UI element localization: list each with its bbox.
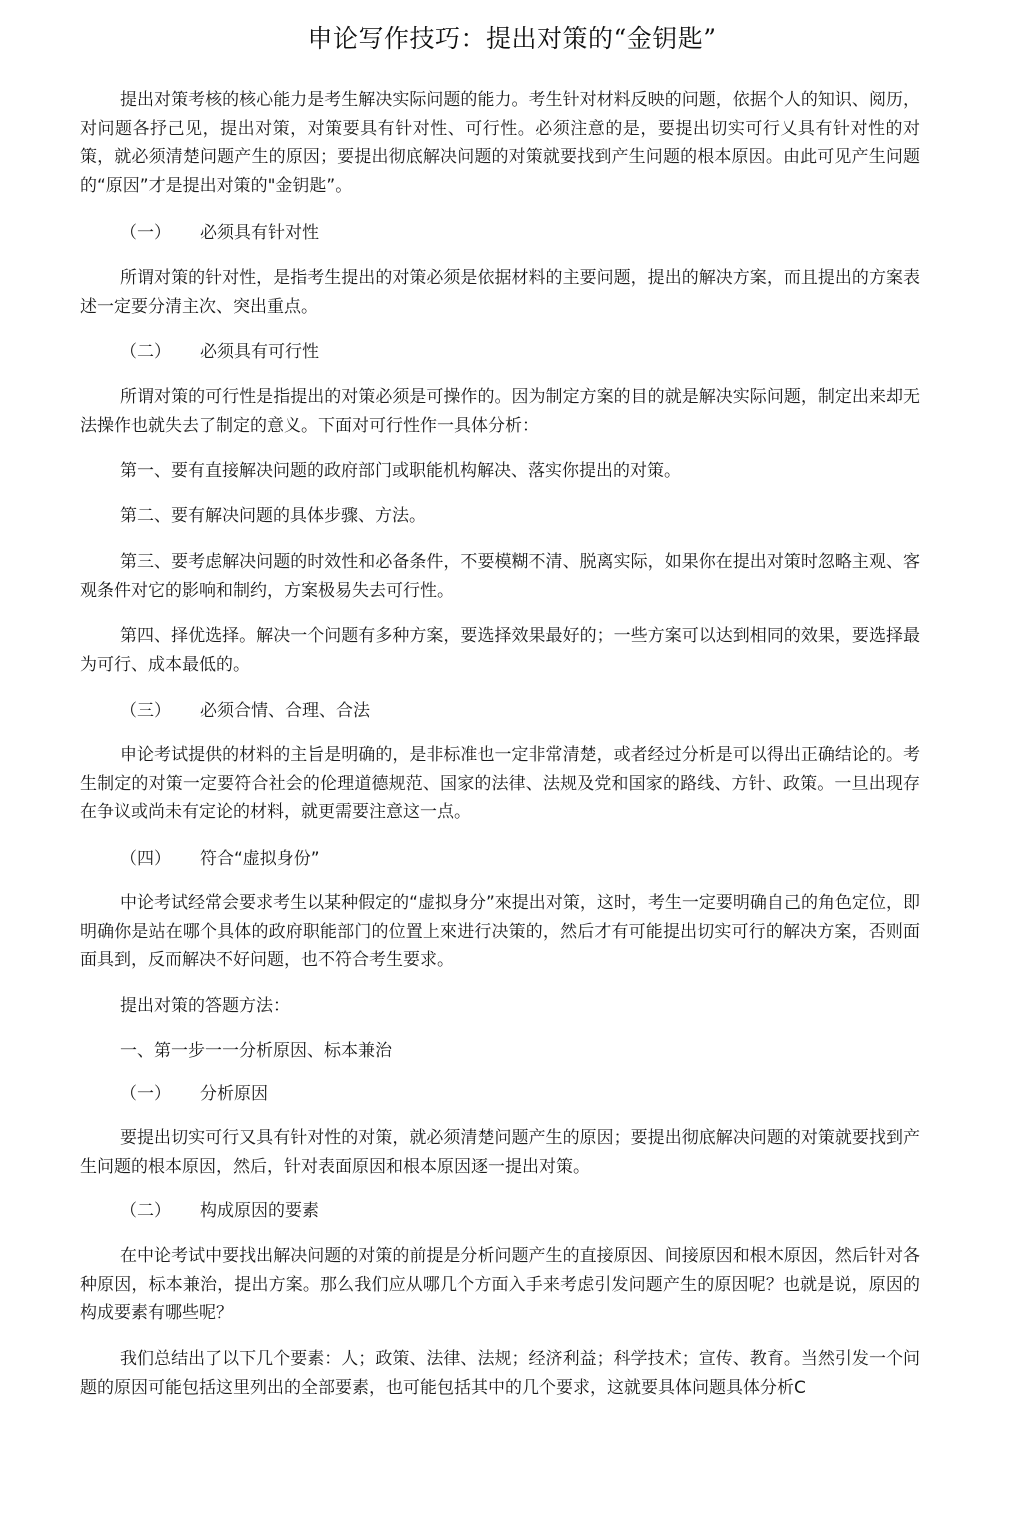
paragraph: 第一、要有直接解决问题的政府部门或职能机构解决、落实你提出的对策。	[120, 461, 681, 481]
section-heading-3	[120, 697, 920, 726]
section-heading-5	[120, 1080, 920, 1109]
paragraph: 要提出切实可行又具有针对性的对策，就必须清楚问题产生的原因；要提出彻底解决问题的对策就要找到产生问题的根本原因，然后，针对表面原因和根本原因逐一提出对策。	[80, 1128, 920, 1177]
section-number: （一）	[120, 223, 171, 243]
section-number: （三）	[120, 701, 171, 721]
paragraph: 提出对策的答题方法：	[120, 996, 290, 1016]
section-number: （二）	[120, 1201, 171, 1221]
section-number: （二）	[120, 342, 171, 362]
paragraph: 第四、择优选择。解决一个问题有多种方案，要选择效果最好的；一些方案可以达到相同的效果，要选择最为可行、成本最低的。	[80, 626, 920, 675]
document-title: 申论写作技巧：提出对策的“金钥匙”	[307, 24, 717, 53]
section-title: 必须合情、合理、合法	[200, 701, 370, 721]
paragraph: 我们总结出了以下几个要素：人；政策、法律、法规；经济利益；科学技术；宣传、教育。当然引发一个问题的原因可能包括这里列出的全部要素，也可能包括其中的几个要求，这就要具体问题具体分析C	[80, 1349, 920, 1398]
section-title: 符合“虚拟身份”	[200, 849, 320, 869]
paragraph: 所谓对策的可行性是指提出的对策必须是可操作的。因为制定方案的目的就是解决实际问题，制定出来却无法操作也就失去了制定的意义。下面对可行性作一具体分析：	[80, 387, 920, 436]
paragraph: 第三、要考虑解决问题的时效性和必备条件，不要模糊不清、脱离实际，如果你在提出对策时忽略主观、客观条件对它的影响和制约，方案极易失去可行性。	[80, 552, 920, 601]
paragraph: 中论考试经常会要求考生以某种假定的“虚拟身分”來提出对策，这时，考生一定要明确自己的角色定位，即明确你是站在哪个具体的政府职能部门的位置上來进行决策的，然后才有可能提出切实可行的解决方案，否则面面具到，反而解决不好问题，也不符合考生要求。	[80, 893, 920, 970]
section-heading-2	[120, 338, 920, 367]
section-title: 构成原因的要素	[200, 1201, 319, 1221]
paragraph: 一、第一步一一分析原因、标本兼治	[120, 1041, 392, 1061]
section-heading-4	[120, 845, 920, 874]
paragraph: 在中论考试中要找出解决问题的对策的前提是分析问题产生的直接原因、间接原因和根木原因，然后针对各种原因，标本兼治，提出方案。那么我们应从哪几个方面入手来考虑引发问题产生的原因呢？也就是说，原因的构成要素有哪些呢？	[80, 1246, 920, 1323]
intro-paragraph: 提出对策考核的核心能力是考生解决实际问题的能力。考生针对材料反映的问题，依据个人的知识、阅历，对问题各抒己见，提出对策，对策要具有针对性、可行性。必须注意的是，要提出切实可行乂具有针对性的对策，就必须清楚问题产生的原因；要提出彻底解决问题的对策就要找到产生问题的根本原因。由此可见产生问题的“原因”才是提出对策的"金钥匙”。	[80, 90, 920, 196]
section-number: （一）	[120, 1084, 171, 1104]
paragraph: 申论考试提供的材料的主旨是明确的，是非标准也一定非常清楚，或者经过分析是可以得出正确结论的。考生制定的对策一定要符合社会的伦理道德规范、国家的法律、法规及党和国家的路线、方针、政策。一旦出现存在争议或尚未有定论的材料，就更需要注意这一点。	[80, 745, 920, 822]
section-title: 必须具有可行性	[200, 342, 319, 362]
section-number: （四）	[120, 849, 171, 869]
section-heading-6	[120, 1197, 920, 1226]
paragraph: 第二、要有解决问题的具体步骤、方法。	[120, 506, 426, 526]
section-heading-1	[120, 219, 920, 248]
paragraph: 所谓对策的针对性，是指考生提出的对策必须是依据材料的主要问题，提出的解决方案，而且提出的方案表述一定要分清主次、突出重点。	[80, 268, 920, 317]
section-title: 必须具有针对性	[200, 223, 319, 243]
section-title: 分析原因	[200, 1084, 268, 1104]
